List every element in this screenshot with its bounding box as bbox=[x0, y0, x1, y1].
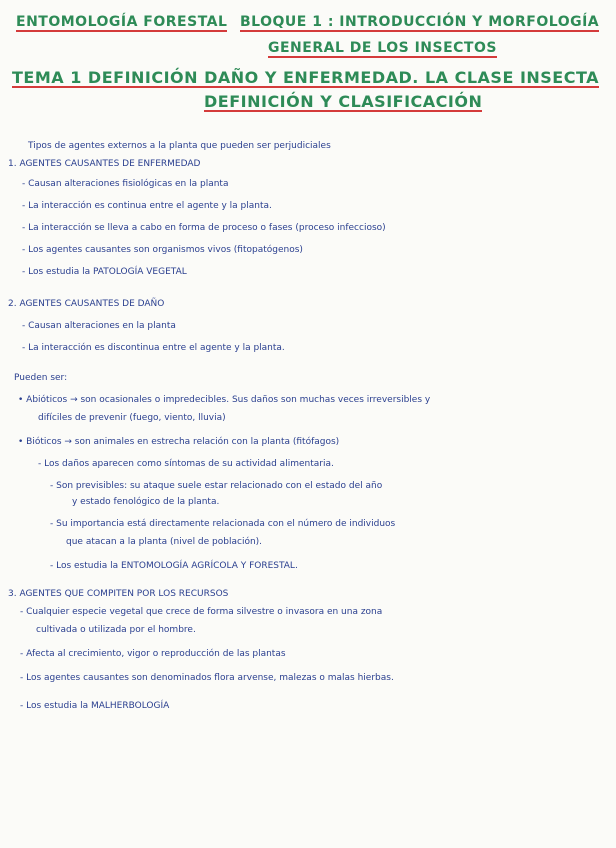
tema-title-line2: DEFINICIÓN Y CLASIFICACIÓN bbox=[204, 92, 483, 111]
section-3-item: - Afecta al crecimiento, vigor o reproducción de las plantas bbox=[20, 649, 286, 659]
intro-text: Tipos de agentes externos a la planta que pueden ser perjudiciales bbox=[28, 141, 331, 151]
section-3-item: - Cualquier especie vegetal que crece de forma silvestre o invasora en una zona bbox=[20, 607, 383, 617]
section-2-item: - La interacción es discontinua entre el agente y la planta. bbox=[22, 343, 285, 353]
section-1-title: 1. AGENTES CAUSANTES DE ENFERMEDAD bbox=[8, 159, 201, 169]
section-3-title: 3. AGENTES QUE COMPITEN POR LOS RECURSOS bbox=[8, 589, 229, 599]
subject-title: ENTOMOLOGÍA FORESTAL bbox=[16, 14, 228, 30]
bloque-title-line1: BLOQUE 1 : INTRODUCCIÓN Y MORFOLOGÍA bbox=[240, 14, 600, 30]
section-3-item: - Los estudia la MALHERBOLOGÍA bbox=[20, 701, 170, 711]
bioticos-item: - Son previsibles: su ataque suele estar relacionado con el estado del año bbox=[50, 481, 383, 491]
bioticos-item: y estado fenológico de la planta. bbox=[72, 497, 220, 507]
section-1-item: - La interacción se lleva a cabo en forma de proceso o fases (proceso infeccioso) bbox=[22, 223, 386, 233]
section-2-title: 2. AGENTES CAUSANTES DE DAÑO bbox=[8, 299, 165, 309]
section-1-item: - Los estudia la PATOLOGÍA VEGETAL bbox=[22, 267, 187, 277]
section-1-item: - Los agentes causantes son organismos vivos (fitopatógenos) bbox=[22, 245, 303, 255]
bioticos-item: - Su importancia está directamente relacionada con el número de individuos bbox=[50, 519, 396, 529]
pueden-ser-label: Pueden ser: bbox=[14, 373, 68, 383]
bioticos-item: - Los daños aparecen como síntomas de su actividad alimentaria. bbox=[38, 459, 334, 469]
bioticos-line: • Bióticos → son animales en estrecha relación con la planta (fitófagos) bbox=[18, 437, 340, 447]
section-1-item: - Causan alteraciones fisiológicas en la planta bbox=[22, 179, 229, 189]
section-3-item: - Los agentes causantes son denominados flora arvense, malezas o malas hierbas. bbox=[20, 673, 394, 683]
bloque-title-line2: GENERAL DE LOS INSECTOS bbox=[268, 40, 497, 56]
section-2-item: - Causan alteraciones en la planta bbox=[22, 321, 176, 331]
section-1-item: - La interacción es continua entre el agente y la planta. bbox=[22, 201, 272, 211]
bioticos-item: - Los estudia la ENTOMOLOGÍA AGRÍCOLA Y FORESTAL. bbox=[50, 561, 298, 571]
section-3-item: cultivada o utilizada por el hombre. bbox=[36, 625, 196, 635]
abioticos-line: • Abióticos → son ocasionales o impredecibles. Sus daños son muchas veces irreversibles y bbox=[18, 395, 431, 405]
abioticos-line: difíciles de prevenir (fuego, viento, lluvia) bbox=[38, 413, 226, 423]
tema-title-line1: TEMA 1 DEFINICIÓN DAÑO Y ENFERMEDAD. LA CLASE INSECTA bbox=[12, 68, 600, 87]
bioticos-item: que atacan a la planta (nivel de población). bbox=[66, 537, 263, 547]
